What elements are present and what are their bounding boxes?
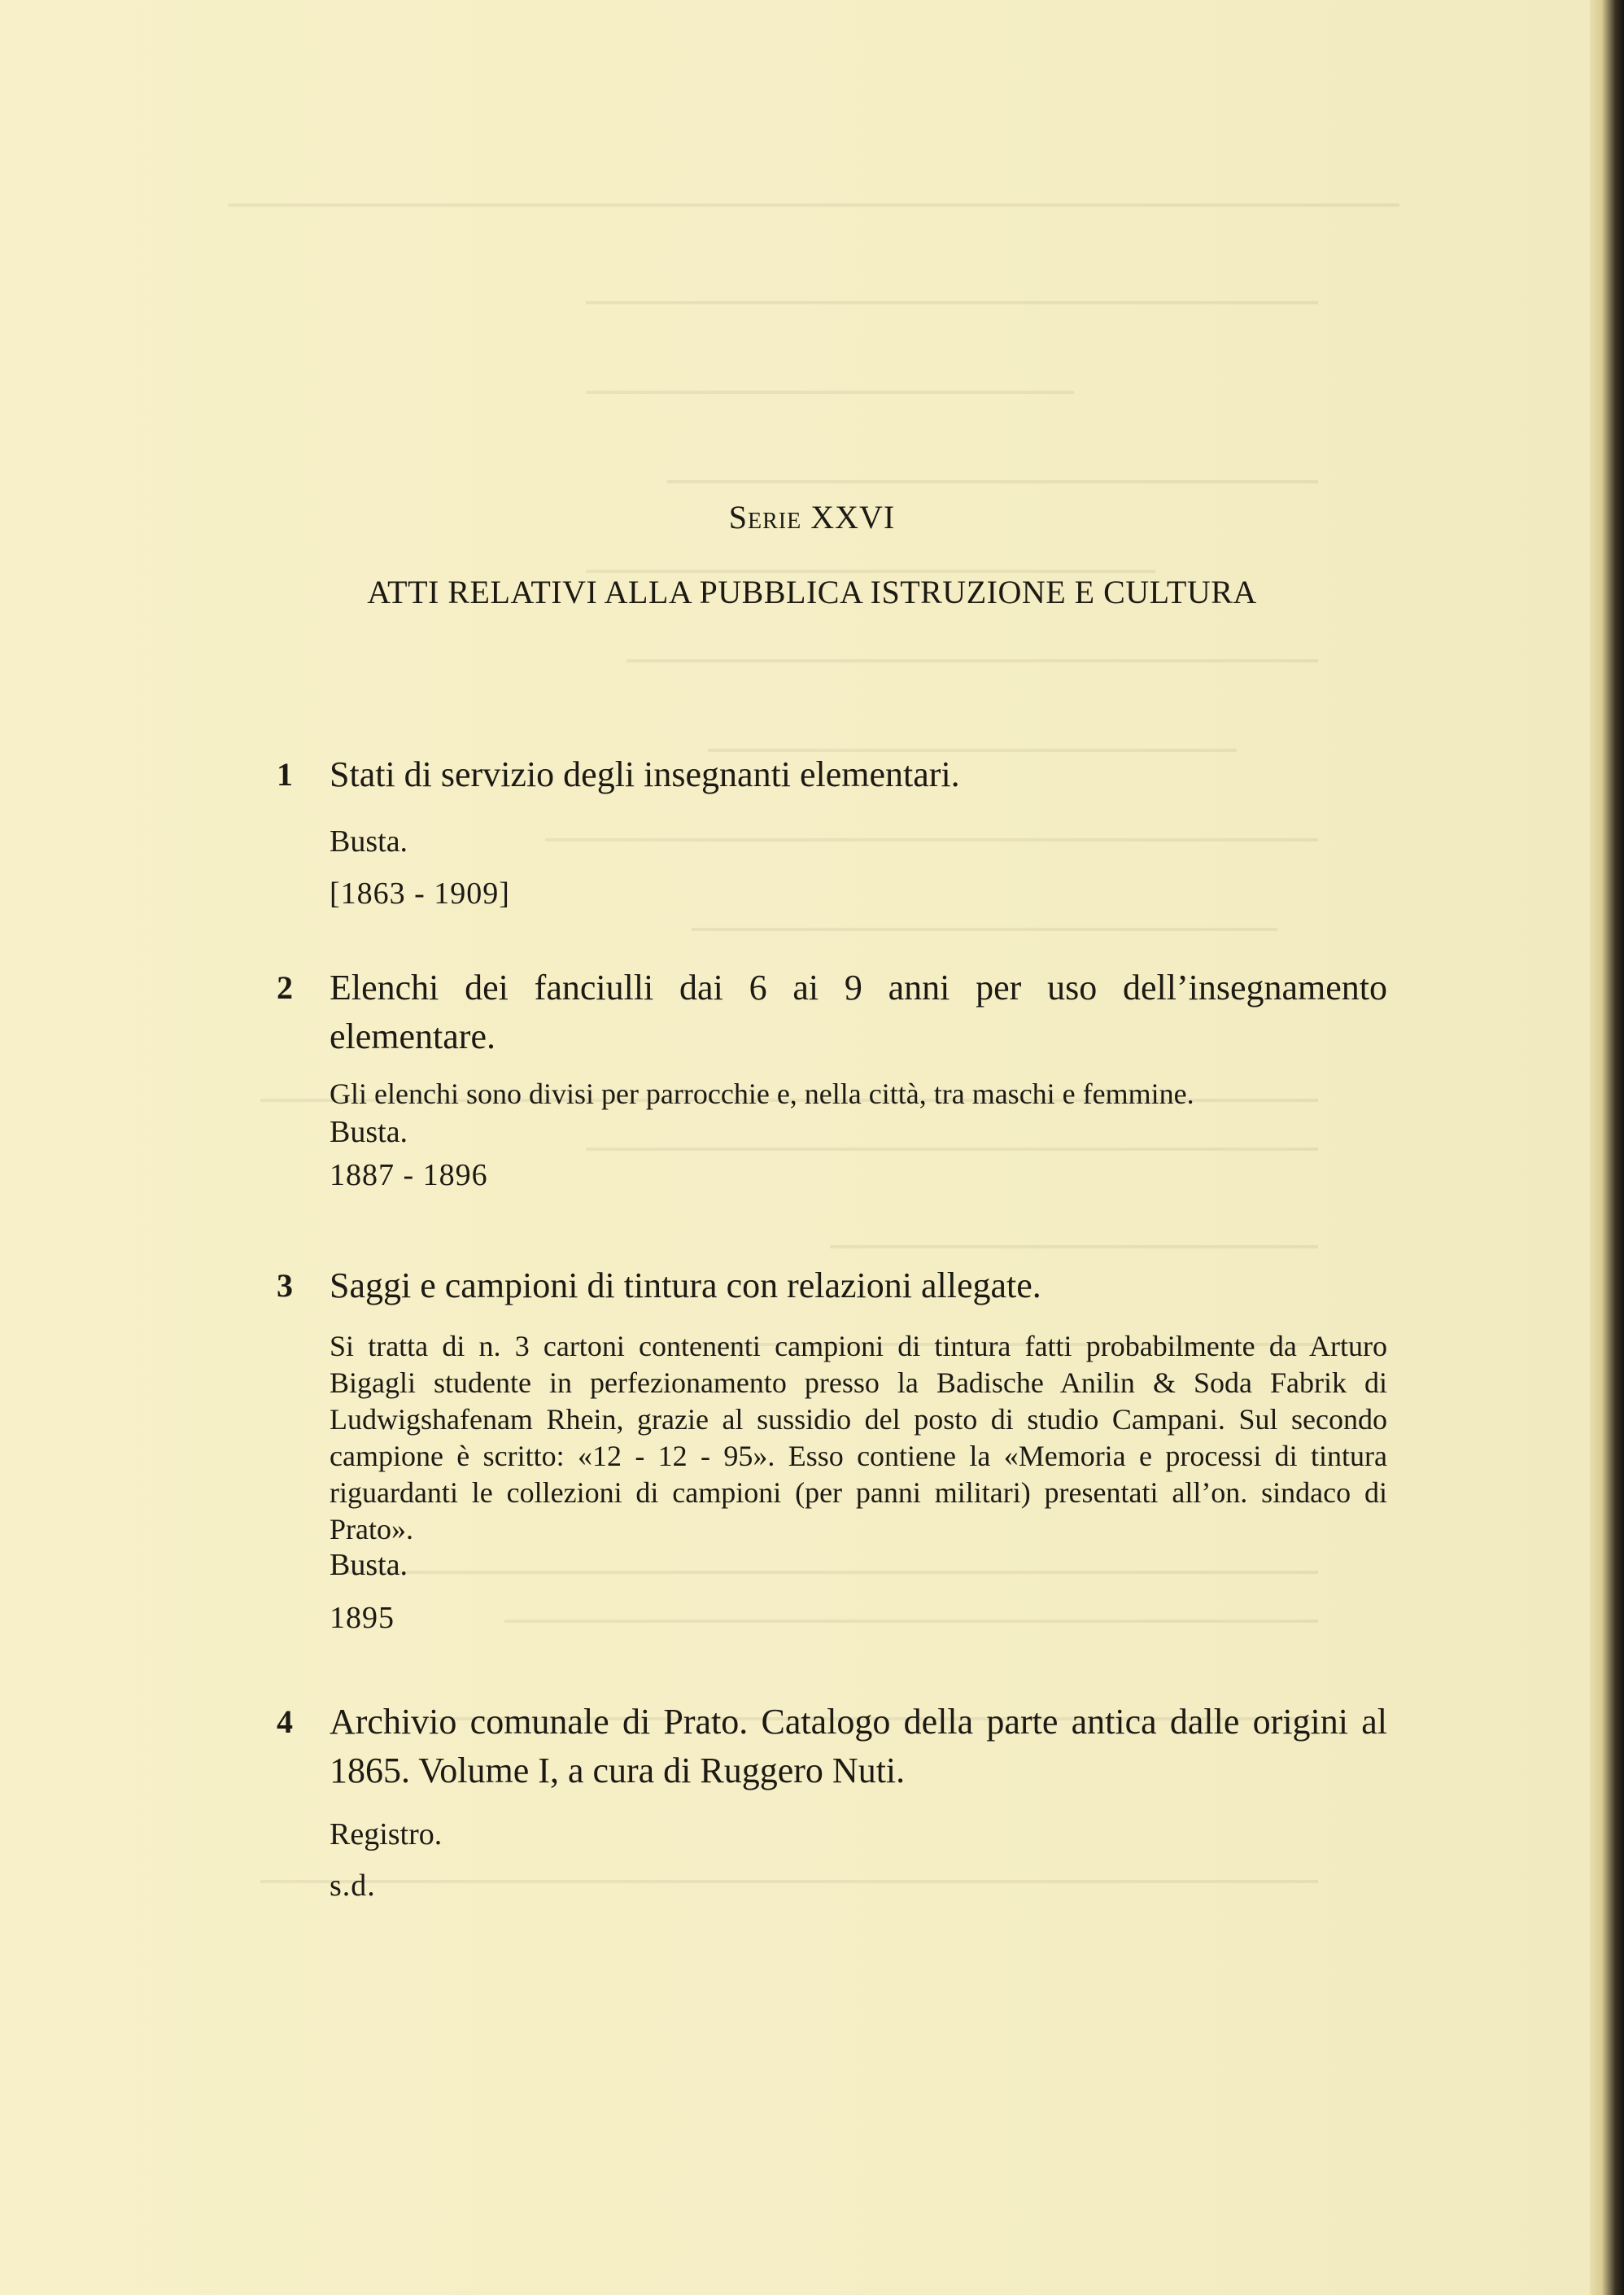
entry-description: Si tratta di n. 3 cartoni contenenti campioni di tintura fatti probabilmente da Arturo Bigagli studente in perfezionamento presso la Badische Anilin & Soda Fabrik di Ludwigshafenam Rhein, grazie al sussidio del posto di studio Campani. Sul secondo campione è scritto: «12 - 12 - 95». Esso contiene la «Memoria e processi di tintura riguardanti le collezioni di campioni (per panni militari) presentati all’on. sindaco di Prato». bbox=[330, 1330, 1387, 1545]
archive-entry-4 bbox=[260, 1703, 1391, 1906]
entry-title: Stati di servizio degli insegnanti elementari. bbox=[330, 754, 960, 794]
entry-container-type: Busta. bbox=[330, 1548, 408, 1582]
entry-date: 1895 bbox=[330, 1601, 395, 1635]
entry-container-type: Busta. bbox=[330, 1115, 408, 1149]
entry-date: 1887 - 1896 bbox=[330, 1158, 488, 1192]
archive-entry-3 bbox=[260, 1266, 1391, 1649]
entry-container-type: Busta. bbox=[330, 824, 408, 859]
archive-entry-2 bbox=[260, 968, 1391, 1213]
entry-number: 4 bbox=[277, 1703, 293, 1740]
entry-number: 1 bbox=[277, 756, 293, 793]
series-heading bbox=[0, 498, 1624, 536]
entry-date: [1863 - 1909] bbox=[330, 876, 510, 911]
book-spine-shadow bbox=[1590, 0, 1624, 2295]
section-title: ATTI RELATIVI ALLA PUBBLICA ISTRUZIONE E CULTURA bbox=[367, 574, 1257, 610]
entry-number: 3 bbox=[277, 1267, 293, 1304]
series-number: XXVI bbox=[810, 499, 896, 536]
entry-description: Gli elenchi sono divisi per parrocchie e, nella città, tra maschi e femmine. bbox=[330, 1078, 1194, 1110]
archive-entry-1 bbox=[260, 755, 1391, 910]
entry-title: Archivio comunale di Prato. Catalogo della parte antica dalle origini al 1865. Volume I, a cura di Ruggero Nuti. bbox=[330, 1702, 1387, 1790]
entry-date: s.d. bbox=[330, 1869, 376, 1903]
series-label: Serie bbox=[728, 499, 802, 536]
entry-number: 2 bbox=[277, 969, 293, 1006]
entry-container-type: Registro. bbox=[330, 1817, 443, 1851]
entry-title: Elenchi dei fanciulli dai 6 ai 9 anni per uso dell’insegnamento elementare. bbox=[330, 968, 1387, 1056]
entry-title: Saggi e campioni di tintura con relazioni allegate. bbox=[330, 1266, 1041, 1305]
